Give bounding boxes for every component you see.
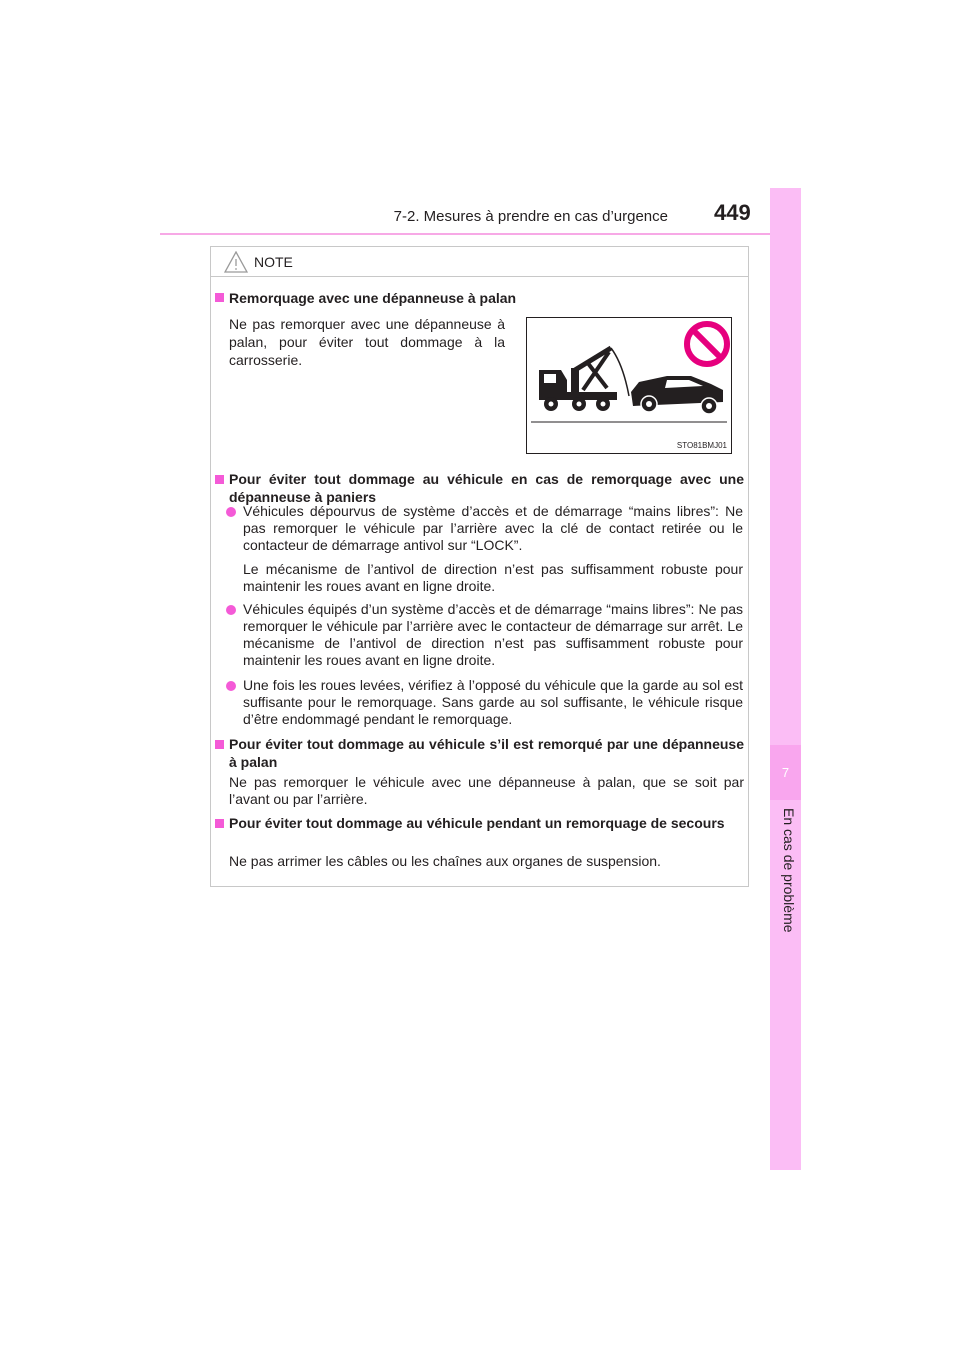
chapter-number-box (770, 745, 801, 800)
page-number: 449 (714, 200, 751, 225)
bullet-dot (226, 605, 236, 615)
bullet-text: Véhicules équipés d’un système d’accès et de démarrage “mains libres”: Ne pas remorquer le véhicule par l’arrière avec le contacteur de démarrage sur arrêt. Le mécanisme de l’antivol de direction n’est pas suffisamment robuste pour maintenir les roues avant en ligne droite. (243, 601, 743, 668)
bullet-text: Une fois les roues levées, vérifiez à l’opposé du véhicule que la garde au sol est suffisante pour le remorquage. Sans garde au sol suffisante, le véhicule risque d’être endommagé pendant le remorquage. (243, 677, 743, 727)
section-title: 7-2. Mesures à prendre en cas d’urgence (393, 208, 668, 225)
section-heading: Pour éviter tout dommage au véhicule en cas de remorquage avec une dépanneuse à paniers (229, 471, 744, 505)
note-header-rule (210, 276, 749, 277)
section-text: Ne pas arrimer les câbles ou les chaînes aux organes de suspension. (229, 853, 661, 869)
bullet-dot (226, 507, 236, 517)
tow-truck-prohibited-icon (527, 318, 731, 453)
illustration-code: STO81BMJ01 (676, 441, 727, 450)
tow-truck-illustration (526, 317, 732, 454)
bullet-dot (226, 681, 236, 691)
note-header (224, 250, 293, 274)
section-marker (215, 293, 224, 302)
section-heading: Remorquage avec une dépanneuse à palan (229, 290, 517, 306)
chapter-title: En cas de problème (781, 808, 797, 933)
section-marker (215, 740, 224, 749)
section-heading: Pour éviter tout dommage au véhicule pendant un remorquage de secours (229, 815, 725, 831)
warning-triangle-icon (224, 251, 248, 273)
section-marker (215, 475, 224, 484)
section-text: Ne pas remorquer avec une dépanneuse à palan, pour éviter tout dommage à la carrosserie. (229, 316, 505, 368)
bullet-text-continuation: Le mécanisme de l’antivol de direction n’est pas suffisamment robuste pour maintenir les roues avant en ligne droite. (243, 561, 743, 594)
chapter-side-tab (770, 188, 801, 1170)
header-rule (160, 233, 770, 235)
chapter-number: 7 (781, 765, 790, 780)
bullet-text: Véhicules dépourvus de système d’accès et de démarrage “mains libres”: Ne pas remorquer le véhicule par l’arrière avec la clé de contact retirée ou le contacteur de démarrage antivol sur “LOCK”. (243, 503, 743, 553)
section-text: Ne pas remorquer le véhicule avec une dépanneuse à palan, que se soit par l’avant ou par l’arrière. (229, 774, 744, 807)
note-label: NOTE (254, 254, 293, 270)
section-heading: Pour éviter tout dommage au véhicule s’il est remorqué par une dépanneuse à palan (229, 736, 744, 770)
section-marker (215, 819, 224, 828)
